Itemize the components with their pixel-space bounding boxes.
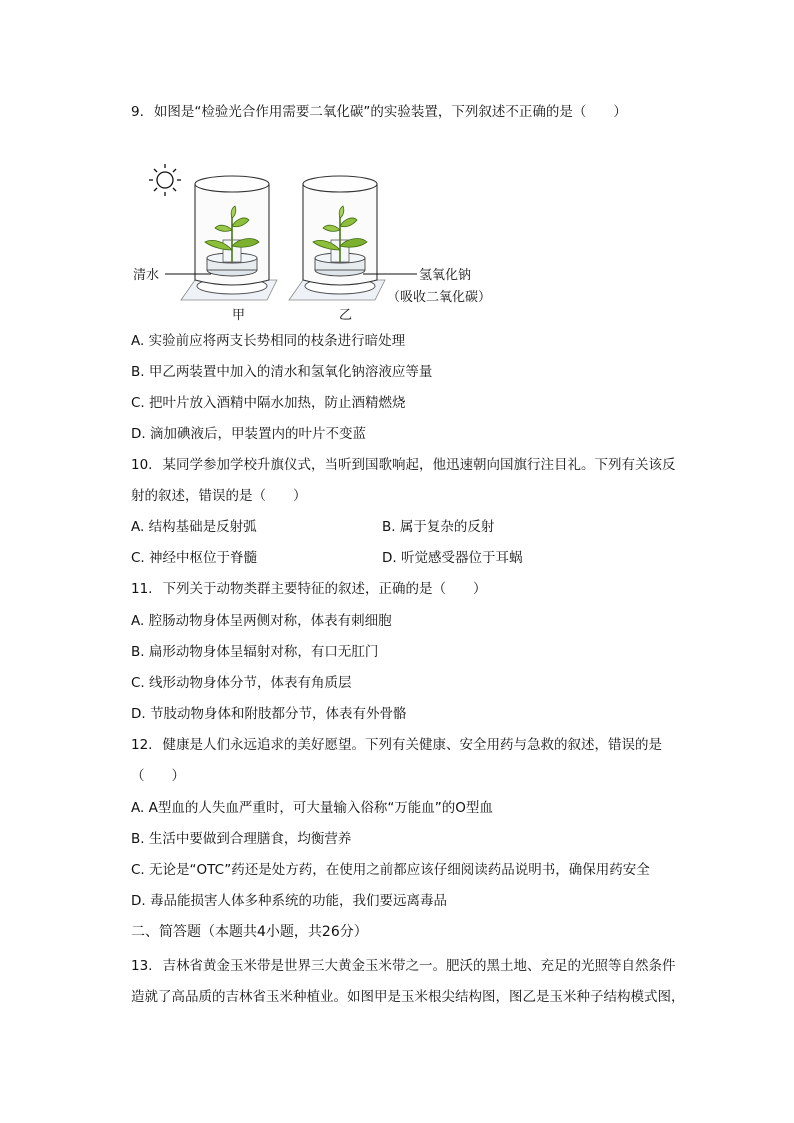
q10-option-c: C. 神经中枢位于脊髓 (131, 550, 258, 566)
q12-option-d: D. 毒品能损害人体多种系统的功能，我们要远离毒品 (131, 893, 447, 909)
apparatus-jia (181, 176, 277, 300)
q10-option-d: D. 听觉感受器位于耳蜗 (382, 550, 523, 566)
q10-number: 10. (131, 457, 153, 473)
sun-icon (149, 164, 181, 196)
label-qingshui: 清水 (133, 268, 160, 283)
q13-stem-text-1: 吉林省黄金玉米带是世界三大黄金玉米带之一。肥沃的黑土地、充足的光照等自然条件 (162, 958, 676, 974)
q10-stem-line-1 (131, 455, 675, 475)
q10-option-a: A. 结构基础是反射弧 (131, 519, 257, 535)
q11-option-b: B. 扁形动物身体呈辐射对称，有口无肛门 (131, 644, 379, 660)
q9-stem-text: 如图是“检验光合作用需要二氧化碳”的实验装置，下列叙述不正确的是（ ） (153, 104, 627, 120)
q13-stem-line-1 (131, 956, 675, 976)
q11-option-d: D. 节肢动物身体和附肢都分节，体表有外骨骼 (131, 706, 407, 722)
label-jia: 甲 (232, 308, 246, 323)
q12-stem-text-1: 健康是人们永远追求的美好愿望。下列有关健康、安全用药与急救的叙述，错误的是 (162, 737, 662, 753)
q11-stem-text: 下列关于动物类群主要特征的叙述，正确的是（ ） (162, 581, 487, 597)
q10-option-b: B. 属于复杂的反射 (382, 519, 495, 535)
q9-option-d: D. 滴加碘液后，甲装置内的叶片不变蓝 (131, 426, 366, 442)
photosynthesis-experiment-figure (131, 158, 531, 328)
label-naoh: 氢氧化钠 (419, 268, 472, 283)
q11-option-a: A. 腔肠动物身体呈两侧对称，体表有刺细胞 (131, 613, 392, 629)
q12-option-b: B. 生活中要做到合理膳食，均衡营养 (131, 831, 352, 847)
q12-number: 12. (131, 737, 153, 753)
q10-stem-text-1: 某同学参加学校升旗仪式，当听到国歌响起，他迅速朝向国旗行注目礼。下列有关该反 (162, 457, 676, 473)
q12-stem-line-2: （ ） (131, 768, 185, 784)
label-absorb-co2: （吸收二氧化碳） (387, 290, 492, 305)
q10-stem-line-2: 射的叙述，错误的是（ ） (131, 488, 307, 504)
q9-stem (131, 102, 627, 122)
q9-option-b: B. 甲乙两装置中加入的清水和氢氧化钠溶液应等量 (131, 364, 433, 380)
apparatus-yi (289, 176, 385, 300)
q12-option-a: A. A型血的人失血严重时，可大量输入俗称“万能血”的O型血 (131, 800, 493, 816)
q13-number: 13. (131, 958, 153, 974)
section-2-title: 二、简答题（本题共4小题，共26分） (131, 924, 368, 940)
label-yi: 乙 (339, 308, 353, 323)
q9-number: 9. (131, 104, 144, 120)
q9-option-c: C. 把叶片放入酒精中隔水加热，防止酒精燃烧 (131, 395, 406, 411)
q12-option-c: C. 无论是“OTC”药还是处方药，在使用之前都应该仔细阅读药品说明书，确保用药安全 (131, 862, 650, 878)
q12-stem-line-1 (131, 735, 662, 755)
q11-stem (131, 579, 486, 599)
q11-number: 11. (131, 581, 153, 597)
q11-option-c: C. 线形动物身体分节，体表有角质层 (131, 675, 352, 691)
q9-option-a: A. 实验前应将两支长势相同的枝条进行暗处理 (131, 333, 406, 349)
q13-stem-line-2: 造就了高品质的吉林省玉米种植业。如图甲是玉米根尖结构图，图乙是玉米种子结构模式图， (131, 989, 685, 1005)
